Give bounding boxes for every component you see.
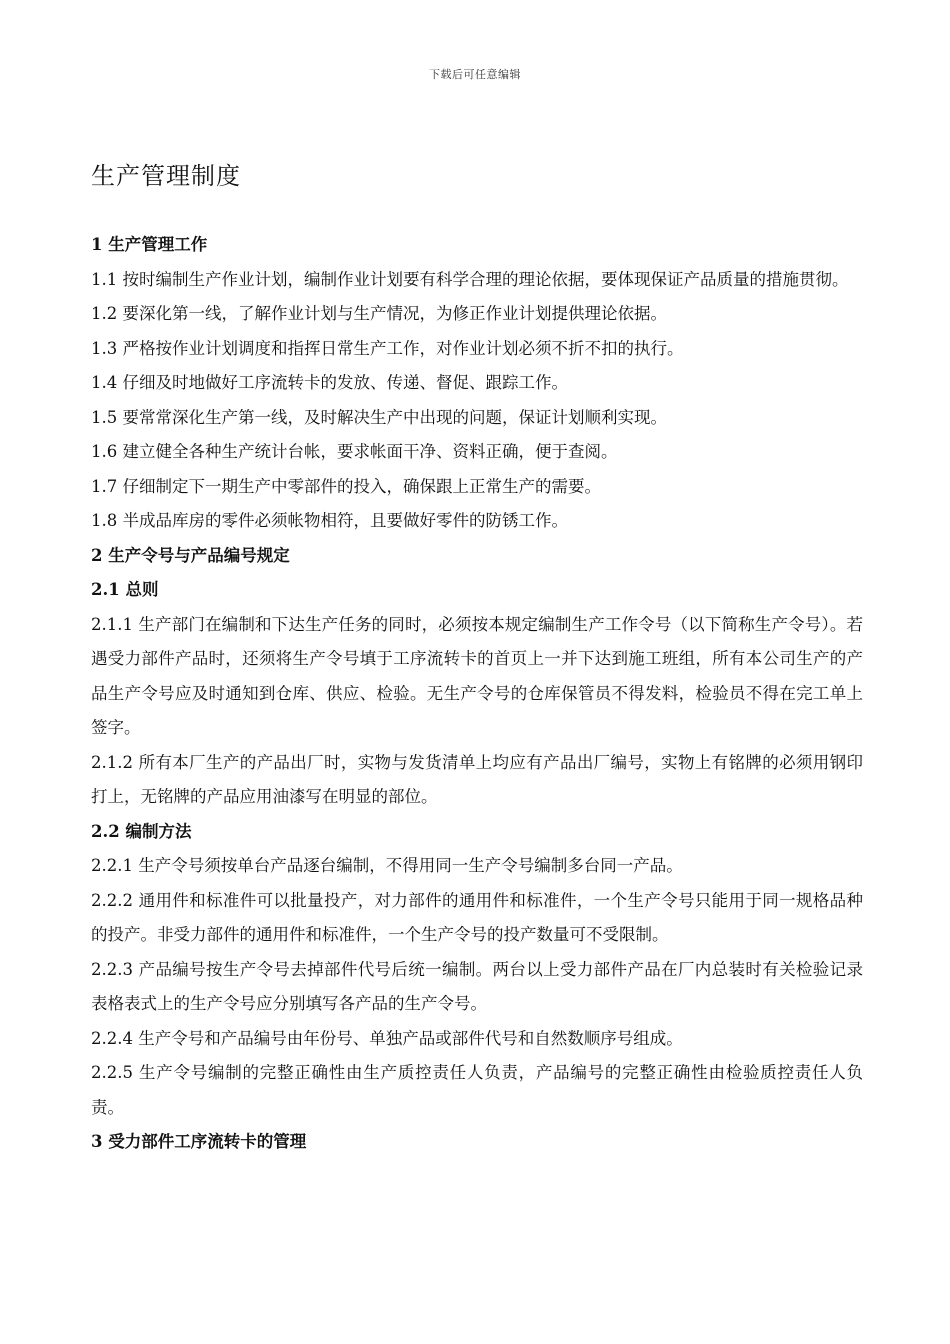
- paragraph-1-1: 1.1 按时编制生产作业计划，编制作业计划要有科学合理的理论依据，要体现保证产品质量的措施贯彻。: [91, 269, 849, 289]
- paragraph-2-2-5: 2.2.5 生产令号编制的完整正确性由生产质控责任人负责，产品编号的完整正确性由检验质控责任人负责。: [91, 1063, 863, 1117]
- paragraph-2-2-4: 2.2.4 生产令号和产品编号由年份号、单独产品或部件代号和自然数顺序号组成。: [91, 1028, 683, 1048]
- paragraph-1-4: 1.4 仔细及时地做好工序流转卡的发放、传递、督促、跟踪工作。: [91, 373, 568, 392]
- paragraph-1-6: 1.6 建立健全各种生产统计台帐，要求帐面干净、资料正确，便于查阅。: [91, 442, 618, 461]
- paragraph-1-2: 1.2 要深化第一线，了解作业计划与生产情况，为修正作业计划提供理论依据。: [91, 304, 667, 323]
- document-body: [91, 228, 863, 1160]
- paragraph-2-2-2: 2.2.2 通用件和标准件可以批量投产，对力部件的通用件和标准件，一个生产令号只能用于同一规格品种的投产。非受力部件的通用件和标准件，一个生产令号的投产数量可不受限制。: [91, 890, 863, 944]
- paragraph-1-7: 1.7 仔细制定下一期生产中零部件的投入，确保跟上正常生产的需要。: [91, 476, 601, 496]
- paragraph-1-3: 1.3 严格按作业计划调度和指挥日常生产工作，对作业计划必须不折不扣的执行。: [91, 338, 684, 358]
- subsection-2-2-heading: 2.2 编制方法: [91, 821, 192, 841]
- section-1-heading: 1 生产管理工作: [91, 235, 208, 254]
- document-title: 生产管理制度: [91, 162, 241, 190]
- section-3-heading: 3 受力部件工序流转卡的管理: [91, 1132, 307, 1151]
- paragraph-2-1-1: 2.1.1 生产部门在编制和下达生产任务的同时，必须按本规定编制生产工作令号（以下简称生产令号）。若遇受力部件产品时，还须将生产令号填于工序流转卡的首页上一并下达到施工班组，所有本公司生产的产品生产令号应及时通知到仓库、供应、检验。无生产令号的仓库保管员不得发料，检验员不得在完工单上签字。: [91, 614, 863, 737]
- section-2-heading: 2 生产令号与产品编号规定: [91, 545, 290, 565]
- paragraph-1-5: 1.5 要常常深化生产第一线，及时解决生产中出现的问题，保证计划顺利实现。: [91, 407, 667, 427]
- paragraph-2-2-1: 2.2.1 生产令号须按单台产品逐台编制，不得用同一生产令号编制多台同一产品。: [91, 856, 683, 875]
- subsection-2-1-heading: 2.1 总则: [91, 580, 159, 599]
- page-header-note: 下载后可任意编辑: [429, 68, 521, 81]
- paragraph-1-8: 1.8 半成品库房的零件必须帐物相符，且要做好零件的防锈工作。: [91, 511, 568, 530]
- paragraph-2-2-3: 2.2.3 产品编号按生产令号去掉部件代号后统一编制。两台以上受力部件产品在厂内总装时有关检验记录表格表式上的生产令号应分别填写各产品的生产令号。: [91, 959, 863, 1013]
- paragraph-2-1-2: 2.1.2 所有本厂生产的产品出厂时，实物与发货清单上均应有产品出厂编号，实物上有铭牌的必须用钢印打上，无铭牌的产品应用油漆写在明显的部位。: [91, 752, 863, 806]
